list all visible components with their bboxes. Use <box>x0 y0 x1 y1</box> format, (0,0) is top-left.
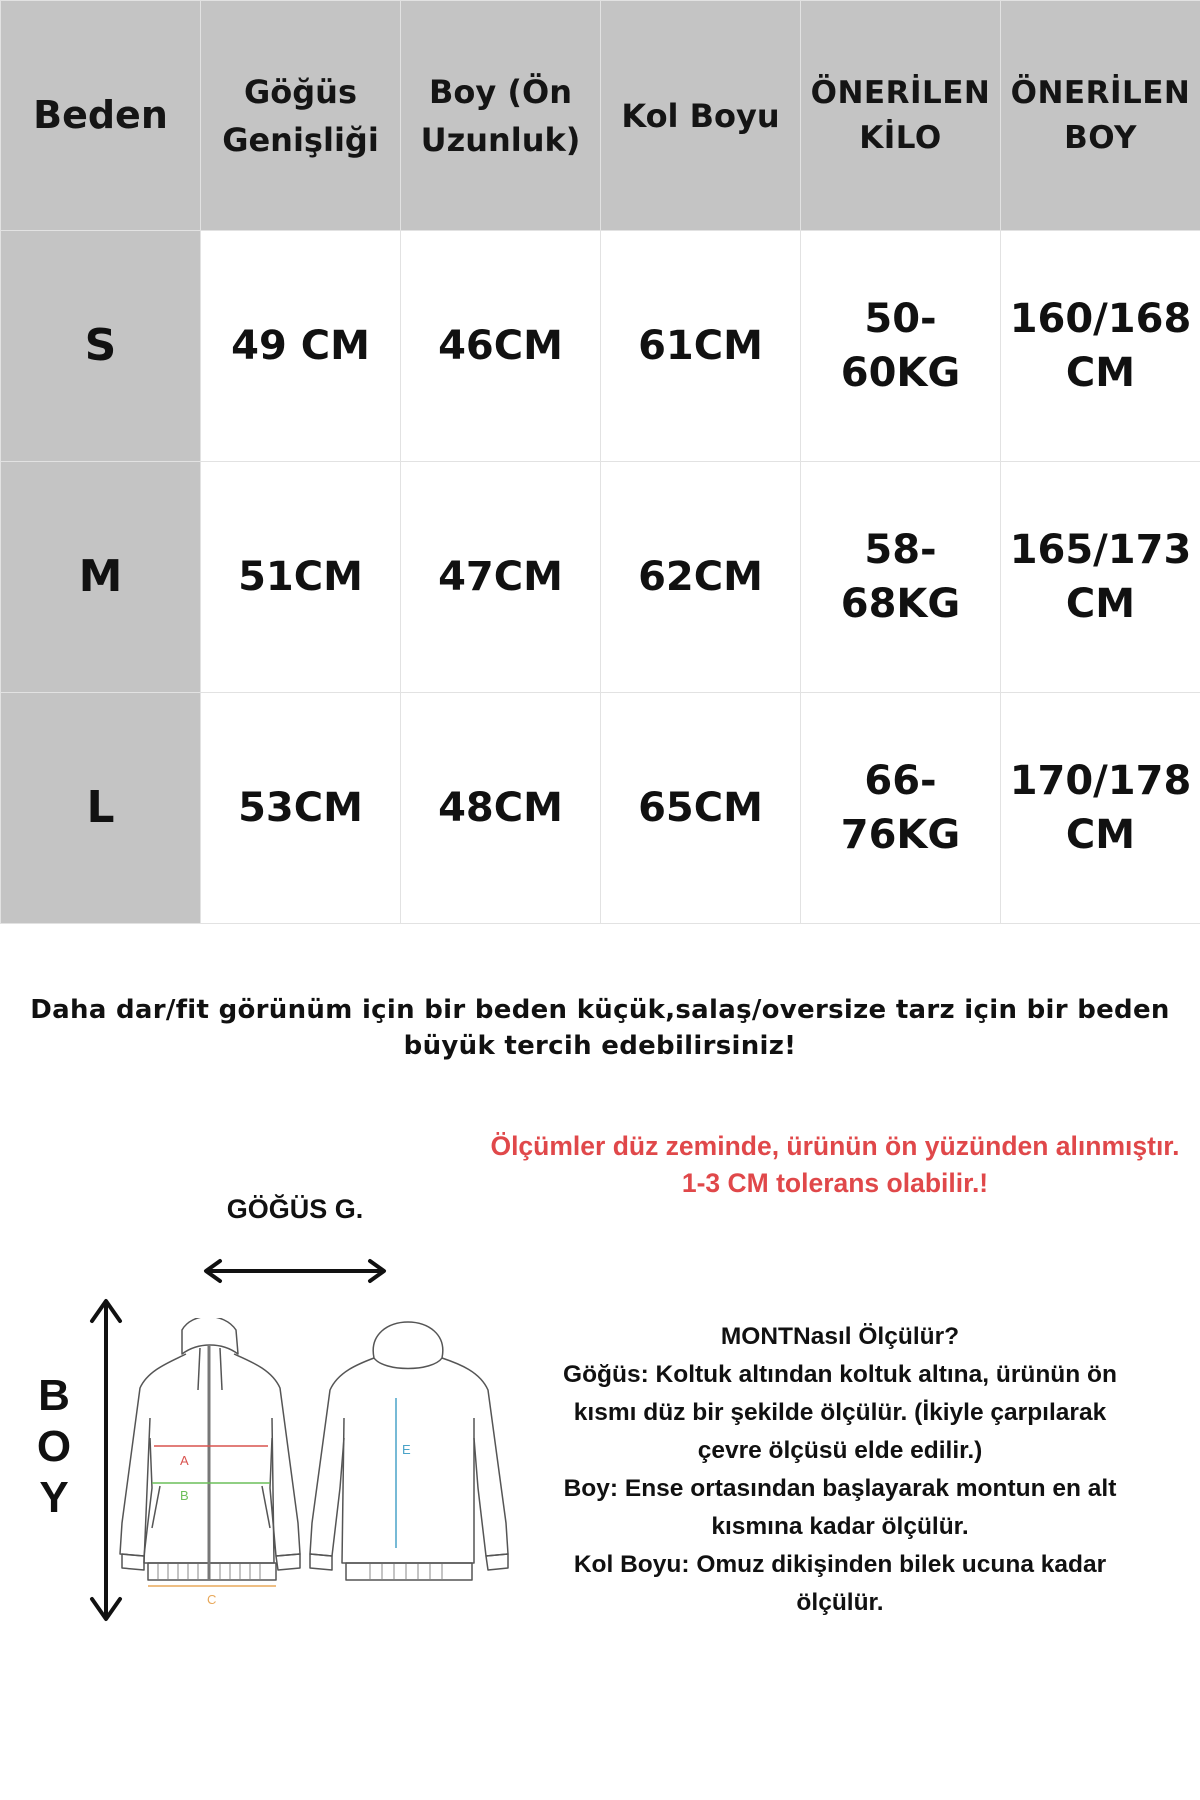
header-gogus-genisligi: Göğüs Genişliği <box>201 1 401 231</box>
header-beden: Beden <box>1 1 201 231</box>
marker-c: C <box>207 1592 217 1607</box>
kol-cell: 61CM <box>601 231 801 462</box>
kilo-cell: 50-60KG <box>801 231 1001 462</box>
boy-cell: 47CM <box>401 462 601 693</box>
table-row <box>1 462 1200 693</box>
howto-boy: Boy: Ense ortasından başlayarak montun en alt kısmına kadar ölçülür. <box>563 1475 1117 1540</box>
onerilen-boy-cell: 165/173 CM <box>1001 462 1200 693</box>
jacket-measurement-illustration <box>112 1318 512 1618</box>
size-cell: L <box>1 693 201 924</box>
warning-line-1: Ölçümler düz zeminde, ürünün ön yüzünden alınmıştır. <box>490 1131 1180 1161</box>
warning-line-2: 1-3 CM tolerans olabilir.! <box>681 1168 989 1199</box>
boy-cell: 48CM <box>401 693 601 924</box>
header-kol-boyu: Kol Boyu <box>601 1 801 231</box>
boy-label <box>36 1370 72 1523</box>
header-onerilen-boy: ÖNERİLEN BOY <box>1001 1 1200 231</box>
header-onerilen-kilo: ÖNERİLEN KİLO <box>801 1 1001 231</box>
onerilen-boy-cell: 160/168 CM <box>1001 231 1200 462</box>
howto-title: MONTNasıl Ölçülür? <box>720 1323 960 1350</box>
gogus-cell: 53CM <box>201 693 401 924</box>
header-boy-on-uzunluk: Boy (Ön Uzunluk) <box>401 1 601 231</box>
table-row <box>1 231 1200 462</box>
how-to-measure <box>540 1318 1140 1622</box>
marker-a: A <box>180 1453 189 1468</box>
table-row <box>1 693 1200 924</box>
size-cell: S <box>1 231 201 462</box>
howto-kol: Kol Boyu: Omuz dikişinden bilek ucuna kadar ölçülür. <box>573 1551 1107 1616</box>
fit-note: Daha dar/fit görünüm için bir beden küçük,salaş/oversize tarz için bir beden büyük tercih edebilirsiniz! <box>30 995 1170 1062</box>
kol-cell: 62CM <box>601 462 801 693</box>
size-cell: M <box>1 462 201 693</box>
boy-letter: Y <box>39 1473 69 1522</box>
horizontal-double-arrow-icon <box>200 1256 390 1286</box>
marker-e: E <box>402 1442 411 1457</box>
boy-letter: B <box>38 1371 70 1420</box>
boy-cell: 46CM <box>401 231 601 462</box>
jacket-front-drawing <box>120 1318 300 1580</box>
gogus-cell: 51CM <box>201 462 401 693</box>
onerilen-boy-cell: 170/178 CM <box>1001 693 1200 924</box>
gogus-label: GÖĞÜS G. <box>226 1194 364 1224</box>
boy-letter: O <box>36 1422 72 1471</box>
gogus-cell: 49 CM <box>201 231 401 462</box>
kilo-cell: 58-68KG <box>801 462 1001 693</box>
kilo-cell: 66-76KG <box>801 693 1001 924</box>
marker-labels <box>180 1442 411 1607</box>
kol-cell: 65CM <box>601 693 801 924</box>
marker-b: B <box>180 1488 189 1503</box>
measurement-warning <box>475 1128 1195 1202</box>
table-header-row <box>1 1 1200 231</box>
howto-gogus: Göğüs: Koltuk altından koltuk altına, ürünün ön kısmı düz bir şekilde ölçülür. (İkiyle çarpılarak çevre ölçüsü elde edilir.) <box>563 1361 1117 1464</box>
